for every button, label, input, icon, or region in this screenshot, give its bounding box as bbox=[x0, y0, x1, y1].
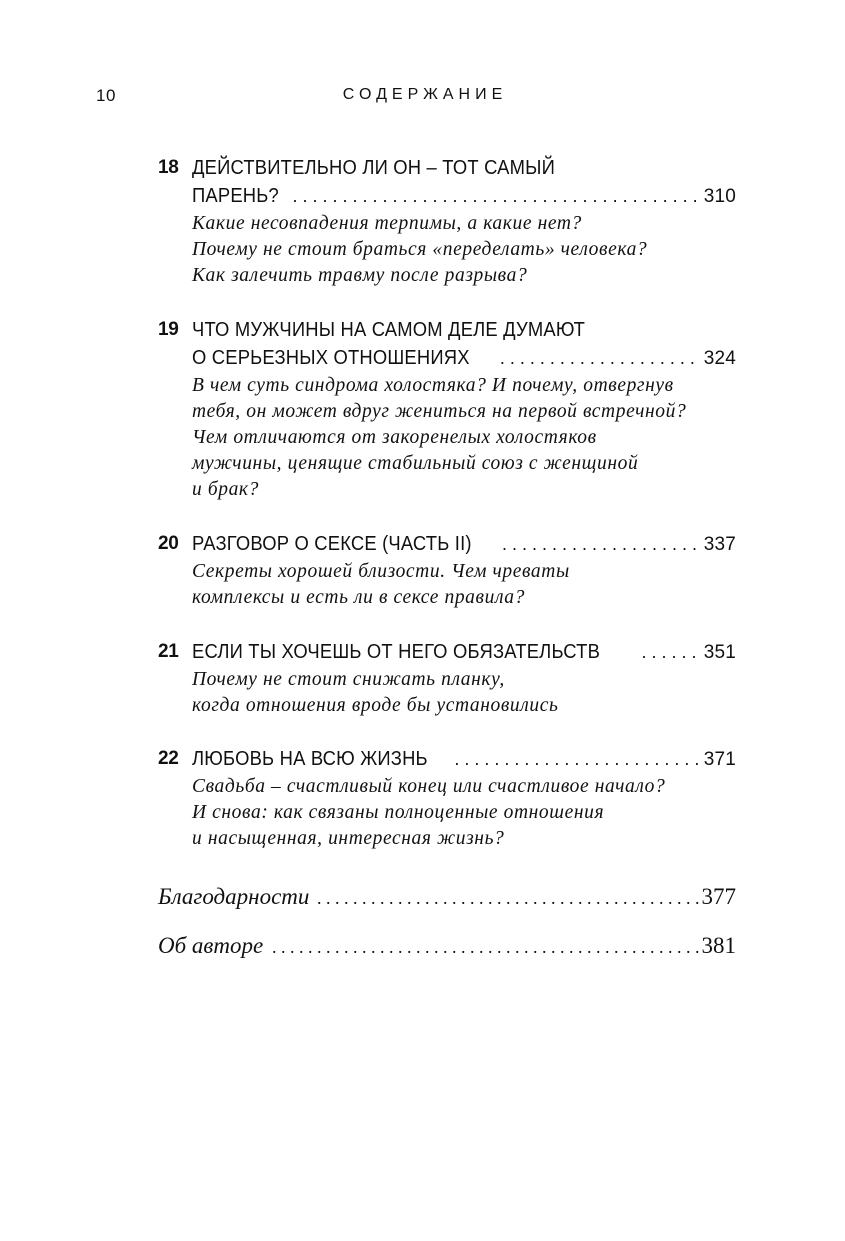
chapter-description: Как залечить травму после разрыва? bbox=[192, 265, 528, 286]
toc-entry-chapter-19[interactable] bbox=[158, 316, 736, 503]
chapter-description: И снова: как связаны полноценные отношения bbox=[192, 802, 605, 823]
dot-leader bbox=[454, 745, 699, 773]
dot-leader bbox=[500, 344, 700, 372]
chapter-description: Чем отличаются от закоренелых холостяков bbox=[192, 427, 597, 448]
dot-leader bbox=[317, 882, 699, 914]
chapter-title: ЛЮБОВЬ НА ВСЮ ЖИЗНЬ bbox=[192, 748, 428, 770]
dot-leader bbox=[293, 182, 700, 210]
toc-entry-chapter-18[interactable] bbox=[158, 154, 736, 289]
chapter-number: 19 bbox=[158, 319, 179, 340]
chapter-description: мужчины, ценящие стабильный союз с женщиной bbox=[192, 453, 639, 474]
chapter-number: 22 bbox=[158, 748, 179, 769]
chapter-page-number: 324 bbox=[703, 348, 736, 369]
chapter-title: ДЕЙСТВИТЕЛЬНО ЛИ ОН – ТОТ САМЫЙ bbox=[192, 157, 555, 179]
chapter-number: 18 bbox=[158, 157, 179, 178]
chapter-page-number: 351 bbox=[703, 642, 736, 663]
back-matter-page-number: 377 bbox=[701, 884, 736, 909]
toc-entry-chapter-20[interactable] bbox=[158, 530, 736, 611]
chapter-number: 21 bbox=[158, 641, 179, 662]
chapter-description: Свадьба – счастливый конец или счастливое начало? bbox=[192, 776, 666, 797]
chapter-page-number: 337 bbox=[703, 534, 736, 555]
toc-entry-chapter-21[interactable] bbox=[158, 638, 736, 719]
chapter-title: О СЕРЬЕЗНЫХ ОТНОШЕНИЯХ bbox=[192, 347, 470, 369]
chapter-description: когда отношения вроде бы установились bbox=[192, 695, 559, 716]
chapter-title: ЕСЛИ ТЫ ХОЧЕШЬ ОТ НЕГО ОБЯЗАТЕЛЬСТВ bbox=[192, 641, 601, 663]
toc-entry-acknowledgments[interactable] bbox=[158, 881, 736, 914]
chapter-description: и брак? bbox=[192, 479, 260, 500]
dot-leader bbox=[642, 638, 700, 666]
running-header: СОДЕРЖАНИЕ bbox=[342, 86, 508, 103]
back-matter-title: Об авторе bbox=[158, 933, 264, 958]
toc-entry-chapter-22[interactable] bbox=[158, 745, 736, 852]
page-number: 10 bbox=[96, 86, 116, 105]
chapter-page-number: 310 bbox=[703, 186, 736, 207]
dot-leader bbox=[502, 530, 700, 558]
chapter-description: Какие несовпадения терпимы, а какие нет? bbox=[192, 213, 582, 234]
chapter-number: 20 bbox=[158, 533, 179, 554]
toc-entry-about-author[interactable] bbox=[158, 930, 736, 963]
chapter-description: Почему не стоит снижать планку, bbox=[192, 669, 505, 690]
chapter-page-number: 371 bbox=[703, 749, 736, 770]
back-matter-page-number: 381 bbox=[701, 933, 736, 958]
chapter-description: и насыщенная, интересная жизнь? bbox=[192, 828, 505, 849]
chapter-title: РАЗГОВОР О СЕКСЕ (ЧАСТЬ II) bbox=[192, 533, 472, 555]
dot-leader bbox=[271, 931, 699, 963]
chapter-description: тебя, он может вдруг жениться на первой встречной? bbox=[192, 401, 687, 422]
chapter-title: ПАРЕНЬ? bbox=[192, 185, 279, 207]
chapter-description: комплексы и есть ли в сексе правила? bbox=[192, 587, 525, 608]
back-matter-title: Благодарности bbox=[158, 884, 310, 909]
chapter-description: Секреты хорошей близости. Чем чреваты bbox=[192, 561, 570, 582]
chapter-description: Почему не стоит браться «переделать» человека? bbox=[192, 239, 648, 260]
chapter-description: В чем суть синдрома холостяка? И почему, отвергнув bbox=[192, 375, 674, 396]
chapter-title: ЧТО МУЖЧИНЫ НА САМОМ ДЕЛЕ ДУМАЮТ bbox=[192, 319, 586, 341]
